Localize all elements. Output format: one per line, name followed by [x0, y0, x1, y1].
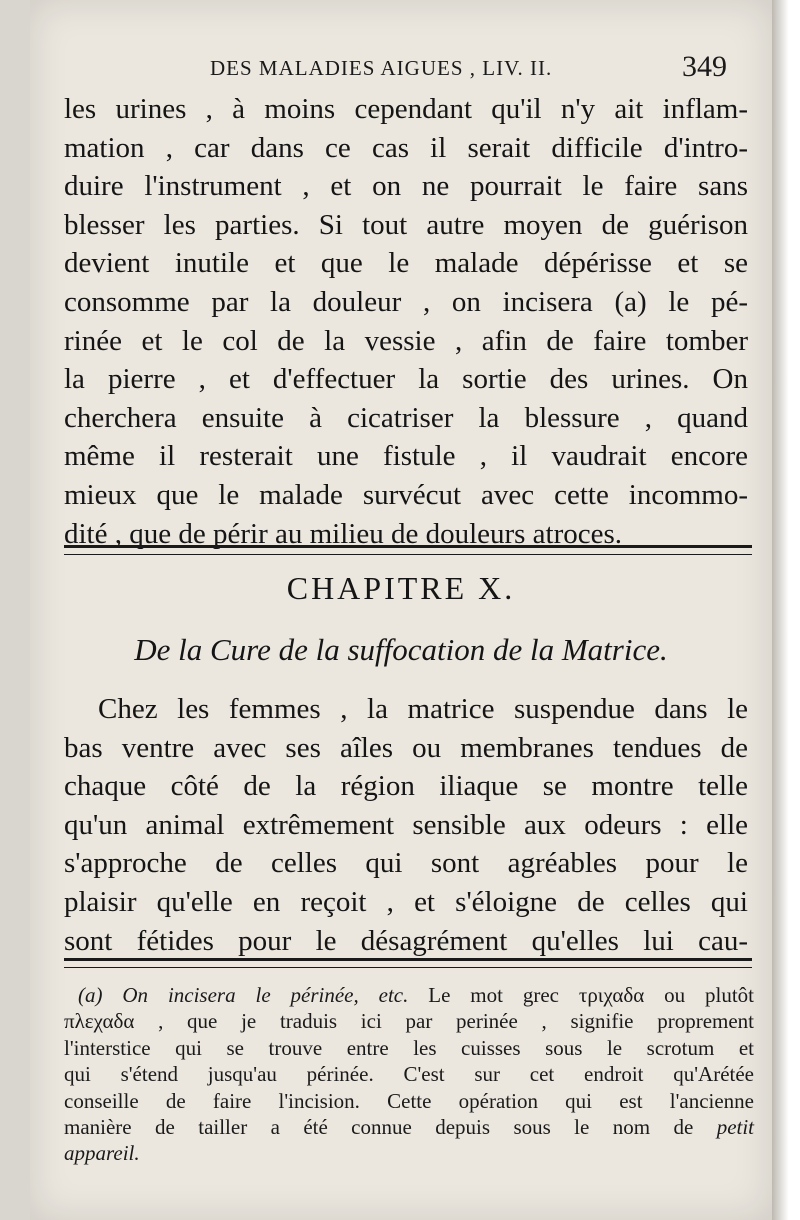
footnote — [64, 982, 754, 1167]
footnote-italic: petit — [716, 1115, 755, 1140]
footnote-text: manière de tailler a été connue depuis sous le nom de — [64, 1115, 694, 1140]
text-line: sont fétides pour le désagrément qu'elles lui cau- — [64, 924, 748, 957]
running-head — [30, 50, 772, 86]
text-line: Chez les femmes , la matrice suspendue dans le — [98, 693, 748, 725]
text-line: chaque côté de la région iliaque se montre telle — [64, 770, 748, 803]
chapter-divider — [64, 545, 752, 555]
running-title: DES MALADIES AIGUES , LIV. II. — [210, 56, 553, 80]
chapter-title: CHAPITRE X. — [286, 570, 516, 606]
text-line: la pierre , et d'effectuer la sortie des urines. On — [64, 363, 748, 396]
text-line: duire l'instrument , et on ne pourrait le faire sans — [64, 170, 748, 203]
text-line: blesser les parties. Si tout autre moyen de guérison — [64, 208, 748, 241]
footnote-line — [64, 1140, 754, 1166]
text-line: bas ventre avec ses aîles ou membranes tendues de — [64, 731, 748, 764]
text-line: les urines , à moins cependant qu'il n'y ait inflam- — [64, 93, 748, 125]
text-line: même il resterait une fistule , il vaudrait encore — [64, 440, 748, 473]
footnote-marker: (a) — [78, 983, 103, 1007]
chapter-paragraph — [64, 690, 748, 960]
page-number: 349 — [682, 50, 727, 83]
footnote-line — [64, 1114, 754, 1140]
text-line: s'approche de celles qui sont agréables pour le — [64, 847, 748, 880]
page-edge — [772, 0, 800, 1220]
text-line: dité , que de périr au milieu de douleurs atroces. — [64, 517, 623, 550]
book-page — [30, 0, 772, 1220]
text-line: mieux que le malade survécut avec cette incommo- — [64, 478, 748, 511]
text-line: mation , car dans ce cas il serait difficile d'intro- — [64, 131, 748, 164]
text-line: devient inutile et que le malade dépérisse et se — [64, 247, 748, 280]
footnote-line: πλεχαδα , que je traduis ici par perinée , signifie proprement — [64, 1009, 754, 1034]
text-line: rinée et le col de la vessie , afin de faire tomber — [64, 324, 748, 357]
text-line: plaisir qu'elle en reçoit , et s'éloigne de celles qui — [64, 885, 748, 918]
footnote-line — [64, 982, 754, 1008]
footnote-line: conseille de faire l'incision. Cette opération qui est l'ancienne — [64, 1088, 754, 1113]
footnote-line: qui s'étend jusqu'au périnée. C'est sur cet endroit qu'Arétée — [64, 1062, 754, 1087]
paragraph-continuation — [64, 90, 748, 553]
footnote-italic: appareil. — [64, 1141, 140, 1166]
text-line: cherchera ensuite à cicatriser la blessure , quand — [64, 401, 748, 434]
footnote-text: Le mot grec τριχαδα ou plutôt — [428, 983, 754, 1007]
footnote-line: l'interstice qui se trouve entre les cuisses sous le scrotum et — [64, 1035, 754, 1060]
text-line: consomme par la douleur , on incisera (a) le pé- — [64, 285, 748, 318]
footnote-lead: On incisera le périnée, etc. — [122, 983, 409, 1007]
text-line: qu'un animal extrêmement sensible aux odeurs : elle — [64, 808, 748, 841]
chapter-subtitle: De la Cure de la suffocation de la Matrice. — [134, 632, 668, 667]
footnote-divider — [64, 958, 752, 968]
